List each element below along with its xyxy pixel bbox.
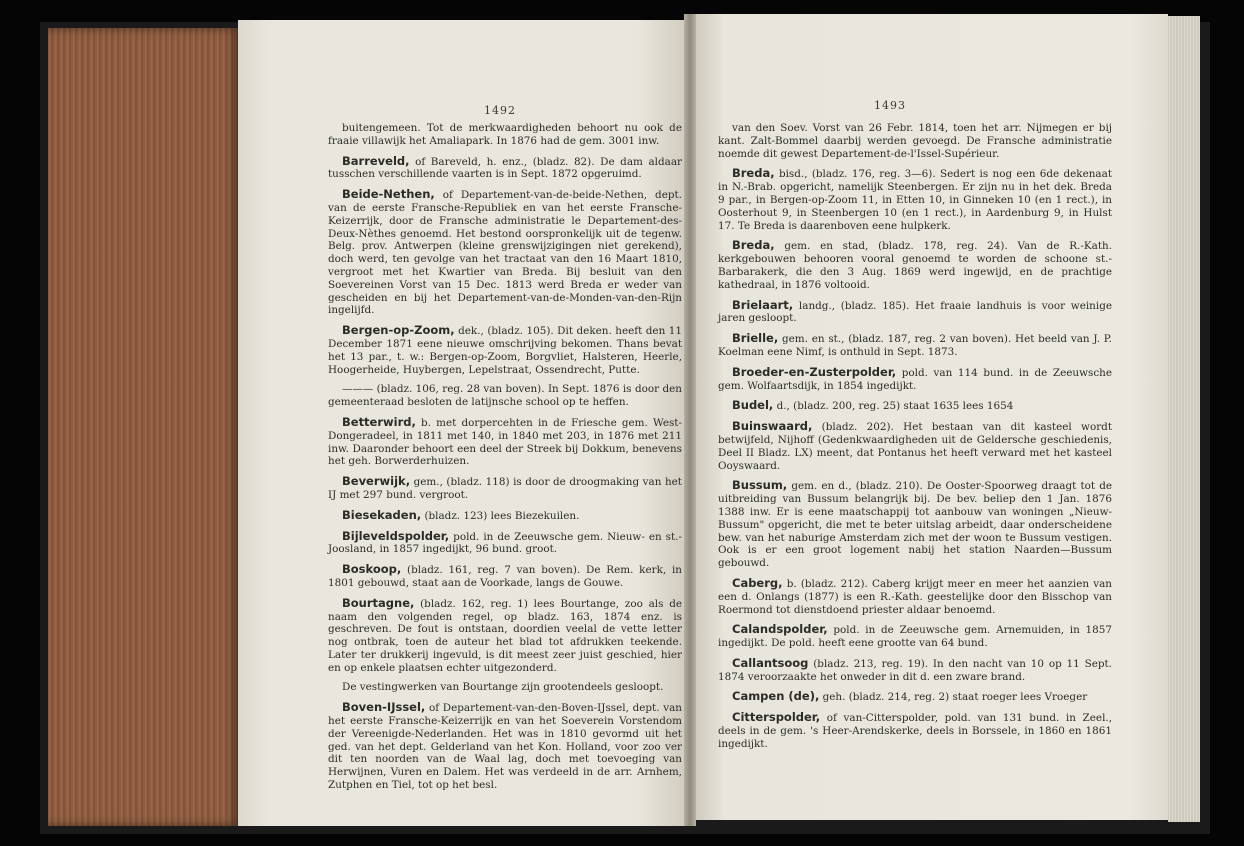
dictionary-entry bbox=[328, 122, 682, 148]
entry-headword: Bourtagne, bbox=[342, 595, 415, 610]
dictionary-entry bbox=[328, 475, 682, 502]
entry-headword: Bussum, bbox=[732, 478, 788, 493]
dictionary-entry bbox=[718, 239, 1112, 291]
entry-text: van den Soev. Vorst van 26 Febr. 1814, toen het arr. Nijmegen er bij kant. Zalt-Bommel daarbij werden gevoegd. De Fransche administratie noemde dit gewest Departement-de-l'Issel-Supérieur. bbox=[718, 122, 1112, 160]
entry-text: (bladz. 161, reg. 7 van boven). De Rem. kerk, in 1801 gebouwd, staat aan de Voorkade, langs de Gouwe. bbox=[328, 564, 682, 589]
entry-text: gem. en st., (bladz. 187, reg. 2 van boven). Het beeld van J. P. Koelman eene Nimf, is onthuld in Sept. 1873. bbox=[718, 333, 1112, 358]
book-gutter bbox=[684, 14, 696, 826]
entry-text: gem. en d., (bladz. 210). De Ooster-Spoorweg draagt tot de uitbreiding van Bussum belangrijk bij. De bev. beliep den 1 Jan. 1876 1388 inw. Er is eene maatschappij tot aanbouw van woningen „Nieuw-Bussum" opgericht, die met te beter uitslag arbeidt, daar onderscheidene bew. van het naburige Amsterdam zich met der woon te Bussum vestigen. Ook is er een groot logement nabij het station Naarden—Bussum gebouwd. bbox=[718, 480, 1112, 570]
dictionary-entry bbox=[328, 188, 682, 317]
dictionary-entry bbox=[328, 416, 682, 468]
right-page-text-column bbox=[718, 122, 1112, 758]
entry-text: landg., (bladz. 185). Het fraaie landhuis is voor weinige jaren gesloopt. bbox=[718, 299, 1112, 325]
entry-text: (bladz. 162, reg. 1) lees Bourtange, zoo als de naam den volgenden regel, op bladz. 163, 1874 enz. is geschreven. De fout is ontstaan, doordien veelal de vette letter nog ontbrak, toen de auteur het blad tot afdrukken teekende. Later ter drukkerij ingevuld, is dit meest zeer juist geschied, hier en op enkele plaatsen echter uitgezonderd. bbox=[328, 597, 682, 674]
entry-text: buitengemeen. Tot de merkwaardigheden behoort nu ook de fraaie villawijk het Amaliapark. In 1876 had de gem. 3001 inw. bbox=[328, 122, 682, 147]
entry-text: d., (bladz. 200, reg. 25) staat 1635 lees 1654 bbox=[773, 400, 1014, 413]
entry-headword: Boskoop, bbox=[342, 562, 402, 577]
entry-text: geh. (bladz. 214, reg. 2) staat roeger lees Vroeger bbox=[819, 691, 1088, 704]
entry-text: gem., (bladz. 118) is door de droogmaking van het IJ met 297 bund. vergroot. bbox=[328, 476, 682, 501]
entry-headword: Breda, bbox=[732, 238, 775, 253]
entry-text: b. met dorpercehten in de Friesche gem. West-Dongeradeel, in 1811 met 140, in 1840 met 203, in 1876 met 211 inw. Daaronder behoort een deel der Streek bij Dokkum, benevens het geh. Borwerderhuizen. bbox=[328, 416, 682, 468]
entry-headword: Breda, bbox=[732, 166, 775, 181]
entry-text: (bladz. 123) lees Biezekuilen. bbox=[421, 509, 580, 522]
dictionary-entry bbox=[328, 701, 682, 792]
entry-headword: Campen (de), bbox=[732, 689, 820, 704]
entry-text: of van-Citterspolder, pold. van 131 bund. in Zeel., deels in de gem. 's Heer-Arendskerke, deels in Borssele, in 1860 en 1861 ingedijkt. bbox=[718, 712, 1112, 750]
entry-headword: Boven-IJssel, bbox=[342, 700, 426, 715]
left-page-text-column bbox=[328, 122, 682, 799]
book-page-edges-left bbox=[48, 28, 240, 826]
entry-text: dek., (bladz. 105). Dit deken. heeft den 11 December 1871 eene nieuwe omschrijving bekomen. Thans bevat het 13 par., t. w.: Bergen-op-Zoom, Borgvliet, Halsteren, Heerle, Hoogerheide, Huybergen, Lepelstraat, Ossendrecht, Putte. bbox=[328, 325, 682, 376]
dictionary-entry bbox=[718, 399, 1112, 413]
book-page-edges-right bbox=[1168, 16, 1200, 822]
entry-headword: Callantsoog bbox=[732, 655, 809, 670]
dictionary-entry bbox=[718, 299, 1112, 326]
entry-text: pold. van 114 bund. in de Zeeuwsche gem. Wolfaartsdijk, in 1854 ingedijkt. bbox=[718, 366, 1112, 392]
entry-headword: Bijleveldspolder, bbox=[342, 528, 450, 543]
entry-text: pold. in de Zeeuwsche gem. Nieuw- en st.-Joosland, in 1857 ingedijkt, 96 bund. groot. bbox=[328, 530, 682, 556]
entry-headword: Broeder-en-Zusterpolder, bbox=[732, 364, 897, 379]
entry-text: of Departement-van-den-Boven-IJssel, dept. van het eerste Fransche-Keizerrijk en van het Soeverein Vorstendom der Vereenigde-Nederlanden. Het was in 1810 gevormd uit het ged. van het dept. Gelderland van het Kon. Holland, voor zoo ver dit ten noorden van de Waal lag, doch met toevoeging van Herwijnen, Vuren en Dalem. Het was verdeeld in de arr. Arnhem, Zutphen en Tiel, tot op het besl. bbox=[328, 702, 682, 792]
entry-text: pold. in de Zeeuwsche gem. Arnemuiden, in 1857 ingedijkt. De pold. heeft eene grootte van 64 bund. bbox=[718, 624, 1112, 650]
entry-text: De vestingwerken van Bourtange zijn grootendeels gesloopt. bbox=[342, 681, 664, 694]
dictionary-entry bbox=[328, 681, 682, 694]
entry-headword: Calandspolder, bbox=[732, 622, 828, 637]
entry-headword: Brielaart, bbox=[732, 297, 794, 312]
entry-headword: Beide-Nethen, bbox=[342, 187, 435, 202]
entry-headword: Bergen-op-Zoom, bbox=[342, 323, 455, 338]
entry-headword: Caberg, bbox=[732, 575, 783, 590]
dictionary-entry bbox=[328, 383, 682, 409]
dictionary-entry bbox=[718, 711, 1112, 750]
right-page-number: 1493 bbox=[874, 99, 906, 112]
entry-text: of Departement-van-de-beide-Nethen, dept. van de eerste Fransche-Republiek en van het eerste Fransche-Keizerrijk, door de Fransche administratie le Departement-des-Deux-Nèthes genoemd. Het bestond oorspronkelijk uit de tegenw. Belg. prov. Antwerpen (kleine grenswijzigingen niet gerekend), doch werd, ten gevolge van het tractaat van den 16 Maart 1810, vergroot met het Kwartier van Breda. Bij besluit van den Soevereinen Vorst van 15 Dec. 1813 werd Breda er weder van gescheiden en bij het Departement-van-de-Monden-van-den-Rijn ingelijfd. bbox=[328, 189, 682, 317]
entry-text: bisd., (bladz. 176, reg. 3—6). Sedert is nog een 6de dekenaat in N.-Brab. opgericht, namelijk Steenbergen. Er zijn nu in het dek. Breda 9 par., in Bergen-op-Zoom 11, in Etten 10, in Ginneken 10 (en 1 rect.), in Oosterhout 9, in Steenbergen 10 (en 1 rect.), in Aardenburg 9, in Hulst 17. Te Breda is daarenboven eene hulpkerk. bbox=[718, 168, 1112, 232]
entry-headword: Buinswaard, bbox=[732, 419, 813, 434]
dictionary-entry bbox=[718, 577, 1112, 616]
entry-text: ——— (bladz. 106, reg. 28 van boven). In Sept. 1876 is door den gemeenteraad besloten de latijnsche school op te heffen. bbox=[328, 383, 682, 409]
dictionary-entry bbox=[328, 155, 682, 182]
left-page-number: 1492 bbox=[484, 104, 516, 117]
entry-text: gem. en stad, (bladz. 178, reg. 24). Van de R.-Kath. kerkgebouwen behooren vooral genoemd te worden de schoone st.-Barbarakerk, die den 3 Aug. 1869 werd ingewijd, en de prachtige kathedraal, in 1876 voltooid. bbox=[718, 240, 1112, 291]
entry-text: (bladz. 202). Het bestaan van dit kasteel wordt betwijfeld, Nijhoff (Gedenkwaardigheden uit de Geldersche geschiedenis, Deel II Bladz. LX) meent, dat Pontanus het heeft verward met het kasteel Ooyswaard. bbox=[718, 421, 1112, 472]
entry-text: b. (bladz. 212). Caberg krijgt meer en meer het aanzien van een d. Onlangs (1877) is een R.-Kath. geestelijke door den Bisschop van Roermond tot dienstdoend priester aldaar benoemd. bbox=[718, 577, 1112, 616]
dictionary-entry bbox=[718, 167, 1112, 232]
entry-text: (bladz. 213, reg. 19). In den nacht van 10 op 11 Sept. 1874 veroorzaakte het onweder in dit d. een zware brand. bbox=[718, 657, 1112, 683]
dictionary-entry bbox=[718, 657, 1112, 684]
entry-headword: Betterwird, bbox=[342, 414, 416, 429]
entry-headword: Barreveld, bbox=[342, 153, 410, 168]
entry-headword: Brielle, bbox=[732, 331, 779, 346]
dictionary-entry bbox=[328, 324, 682, 376]
dictionary-entry bbox=[328, 597, 682, 675]
dictionary-entry bbox=[718, 332, 1112, 359]
entry-text: of Bareveld, h. enz., (bladz. 82). De dam aldaar tusschen verschillende vaarten is in Sept. 1872 opgeruimd. bbox=[328, 155, 682, 181]
entry-headword: Biesekaden, bbox=[342, 507, 422, 522]
dictionary-entry bbox=[328, 509, 682, 523]
entry-headword: Budel, bbox=[732, 398, 774, 413]
dictionary-entry bbox=[718, 690, 1112, 704]
dictionary-entry bbox=[718, 122, 1112, 160]
entry-headword: Citterspolder, bbox=[732, 710, 821, 725]
dictionary-entry bbox=[718, 420, 1112, 472]
dictionary-entry bbox=[718, 366, 1112, 393]
dictionary-entry bbox=[328, 530, 682, 557]
dictionary-entry bbox=[718, 479, 1112, 570]
dictionary-entry bbox=[328, 563, 682, 590]
dictionary-entry bbox=[718, 623, 1112, 650]
entry-headword: Beverwijk, bbox=[342, 474, 411, 489]
